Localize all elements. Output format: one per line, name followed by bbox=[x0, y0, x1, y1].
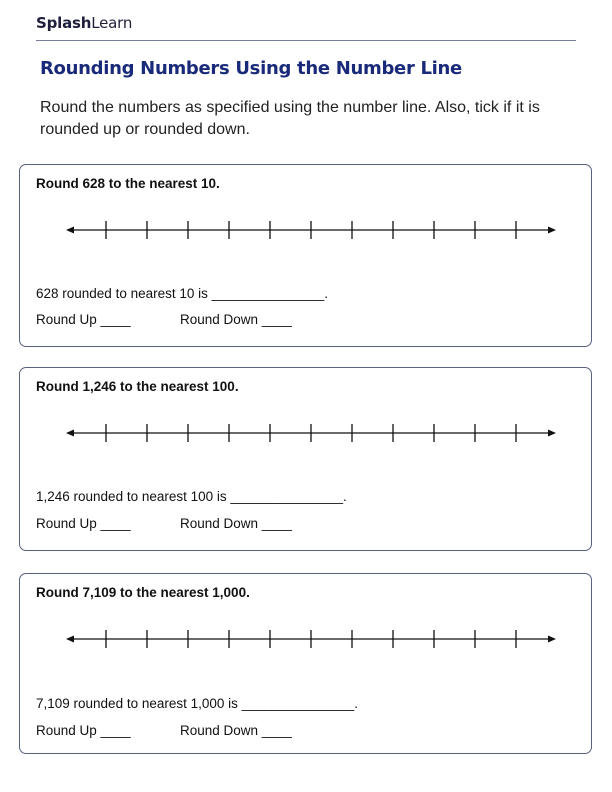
problem-1-question: Round 628 to the nearest 10. bbox=[36, 176, 220, 191]
problem-3-question: Round 7,109 to the nearest 1,000. bbox=[36, 585, 250, 600]
instructions: Round the numbers as specified using the number line. Also, tick if it is rounded up or rounded down. bbox=[40, 99, 540, 138]
problem-1-round-up[interactable]: Round Up ____ bbox=[36, 312, 131, 327]
left-arrow-icon bbox=[66, 636, 74, 643]
problem-3-answer-prompt[interactable]: 7,109 rounded to nearest 1,000 is _______________. bbox=[36, 696, 359, 711]
left-arrow-icon bbox=[66, 430, 74, 437]
problem-card-3 bbox=[19, 573, 592, 754]
right-arrow-icon bbox=[548, 636, 556, 643]
splashlearn-logo bbox=[36, 14, 132, 32]
page-title: Rounding Numbers Using the Number Line bbox=[40, 58, 462, 79]
problem-card-1 bbox=[19, 164, 592, 347]
right-arrow-icon bbox=[548, 430, 556, 437]
problem-card-2 bbox=[19, 367, 592, 551]
logo-part-splash: Splash bbox=[36, 14, 92, 32]
problem-3-round-up[interactable]: Round Up ____ bbox=[36, 723, 131, 738]
problem-2-answer-prompt[interactable]: 1,246 rounded to nearest 100 is _______________. bbox=[36, 489, 347, 504]
problem-2-round-down[interactable]: Round Down ____ bbox=[180, 516, 292, 531]
problem-1-answer-prompt[interactable]: 628 rounded to nearest 10 is _______________. bbox=[36, 286, 328, 301]
number-line-2 bbox=[66, 423, 556, 443]
number-line-1 bbox=[66, 220, 556, 240]
problem-1-round-down[interactable]: Round Down ____ bbox=[180, 312, 292, 327]
problem-2-round-up[interactable]: Round Up ____ bbox=[36, 516, 131, 531]
problem-2-question: Round 1,246 to the nearest 100. bbox=[36, 379, 239, 394]
number-line-3 bbox=[66, 629, 556, 649]
header-divider bbox=[36, 40, 576, 41]
right-arrow-icon bbox=[548, 227, 556, 234]
logo-part-learn: Learn bbox=[91, 14, 133, 32]
left-arrow-icon bbox=[66, 227, 74, 234]
problem-3-round-down[interactable]: Round Down ____ bbox=[180, 723, 292, 738]
